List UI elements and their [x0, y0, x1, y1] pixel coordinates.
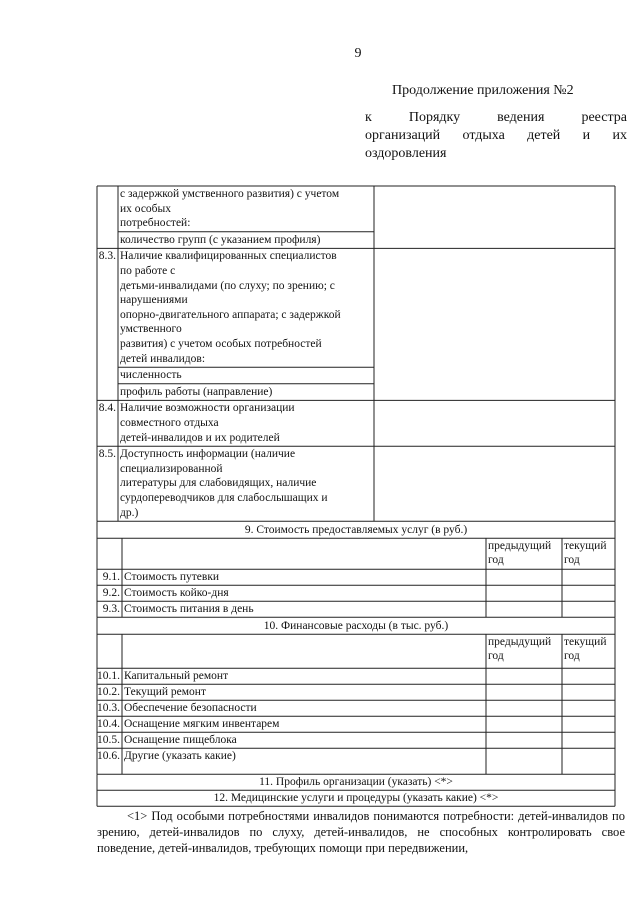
- row-label-line: умственного: [120, 323, 182, 336]
- section12-title: [97, 791, 615, 806]
- row-label-line: литературы для слабовидящих, наличие: [120, 477, 317, 490]
- row-label: Стоимость питания в день: [124, 603, 254, 616]
- row-number: 10.5.: [97, 734, 120, 747]
- row-label-line: Доступность информации (наличие: [120, 448, 296, 461]
- row-number: 9.1.: [102, 571, 120, 584]
- section10-title: 10. Финансовые расходы (в тыс. руб.): [263, 620, 449, 633]
- row-number: 8.3.: [98, 250, 116, 263]
- row-label-line: количество групп (с указанием профиля): [120, 233, 321, 246]
- appendix-reference-word: и: [582, 128, 591, 143]
- row-label-line: опорно-двигательного аппарата; с задержкой: [120, 308, 341, 321]
- row-number: 10.2.: [97, 686, 120, 699]
- row-number: 9.3.: [102, 603, 120, 616]
- appendix-reference-word: детей: [527, 128, 561, 143]
- col-prev-year: год: [488, 650, 504, 663]
- row-label-line: профиль работы (направление): [120, 385, 273, 398]
- row-label-line: развития) с учетом особых потребностей: [120, 338, 322, 350]
- row-label: Стоимость койко-дня: [124, 587, 229, 600]
- row-number: 9.2.: [102, 587, 120, 600]
- row-number: 10.4.: [97, 718, 120, 731]
- appendix-reference-word: оздоровления: [365, 146, 447, 161]
- row-label-line: совместного отдыха: [120, 417, 219, 429]
- row-label: Текущий ремонт: [124, 686, 206, 699]
- row-number: 10.3.: [97, 702, 120, 715]
- row-label-line: сурдопереводчиков для слабослышащих и: [120, 492, 328, 504]
- appendix-reference-word: отдыха: [462, 128, 505, 143]
- appendix-reference-word: реестра: [581, 110, 627, 125]
- col-curr-year: год: [564, 554, 580, 567]
- footnote: [97, 808, 625, 856]
- row-label-line: детей-инвалидов и их родителей: [120, 431, 280, 444]
- row-label: Оснащение мягким инвентарем: [124, 718, 280, 731]
- row-label: Оснащение пищеблока: [124, 734, 237, 747]
- col-prev-year: год: [488, 554, 504, 567]
- section9-title: 9. Стоимость предоставляемых услуг (в руб.): [244, 524, 468, 537]
- appendix-reference-line: [365, 109, 627, 127]
- appendix-reference: [365, 109, 627, 163]
- col-curr-year: текущий: [564, 540, 607, 553]
- row-label: Обеспечение безопасности: [124, 702, 257, 715]
- col-curr-year: текущий: [564, 636, 607, 649]
- section12-title-text: 12. Медицинские услуги и процедуры (указать какие) <*>: [213, 792, 499, 805]
- col-prev-year: предыдущий: [488, 540, 552, 553]
- appendix-reference-word: их: [612, 128, 627, 143]
- row-number: 10.1.: [97, 670, 120, 683]
- appendix-reference-word: организаций: [365, 128, 441, 143]
- row-label-line: численность: [120, 369, 182, 382]
- row-label-line: по работе с: [120, 265, 176, 277]
- appendix-reference-word: Порядку: [408, 110, 461, 125]
- appendix-title: Продолжение приложения №2: [392, 83, 574, 98]
- section11-title-text: 11. Профиль организации (указать) <*>: [259, 776, 453, 789]
- row-label-line: Наличие квалифицированных специалистов: [120, 250, 337, 263]
- row-number: 8.4.: [98, 402, 116, 415]
- col-prev-year: предыдущий: [488, 636, 552, 649]
- appendix-reference-word: ведения: [497, 110, 545, 125]
- appendix-reference-word: к: [365, 110, 372, 125]
- row-label-line: Наличие возможности организации: [120, 402, 295, 415]
- row-label: Капитальный ремонт: [124, 670, 229, 683]
- row-label-line: детьми-инвалидами (по слуху; по зрению; с: [120, 279, 335, 292]
- row-label-line: специализированной: [120, 462, 223, 475]
- row-label-line: их особых: [120, 202, 171, 215]
- row-label-line: с задержкой умственного развития) с учетом: [120, 188, 340, 200]
- section11-title: [97, 775, 615, 790]
- col-curr-year: год: [564, 650, 580, 663]
- row-number: 10.6.: [97, 750, 120, 763]
- appendix-reference-line: [365, 145, 627, 163]
- row-label: Другие (указать какие): [124, 750, 236, 763]
- page-number: 9: [354, 46, 362, 61]
- row-label-line: детей инвалидов:: [120, 352, 206, 365]
- row-label-line: др.): [120, 506, 139, 519]
- footnote-text: <1> Под особыми потребностями инвалидов понимаются потребности: детей-инвалидов по зрению, детей-инвалидов по слуху, детей-инвалидов, не способных контролировать свое поведение, детей-инвалидов, требующих помощи при передвижении,: [97, 809, 625, 855]
- row-label-line: потребностей:: [120, 217, 191, 230]
- row-label-line: нарушениями: [120, 294, 188, 307]
- row-label: Стоимость путевки: [124, 571, 220, 584]
- row-number: 8.5.: [98, 448, 116, 461]
- appendix-reference-line: [365, 127, 627, 145]
